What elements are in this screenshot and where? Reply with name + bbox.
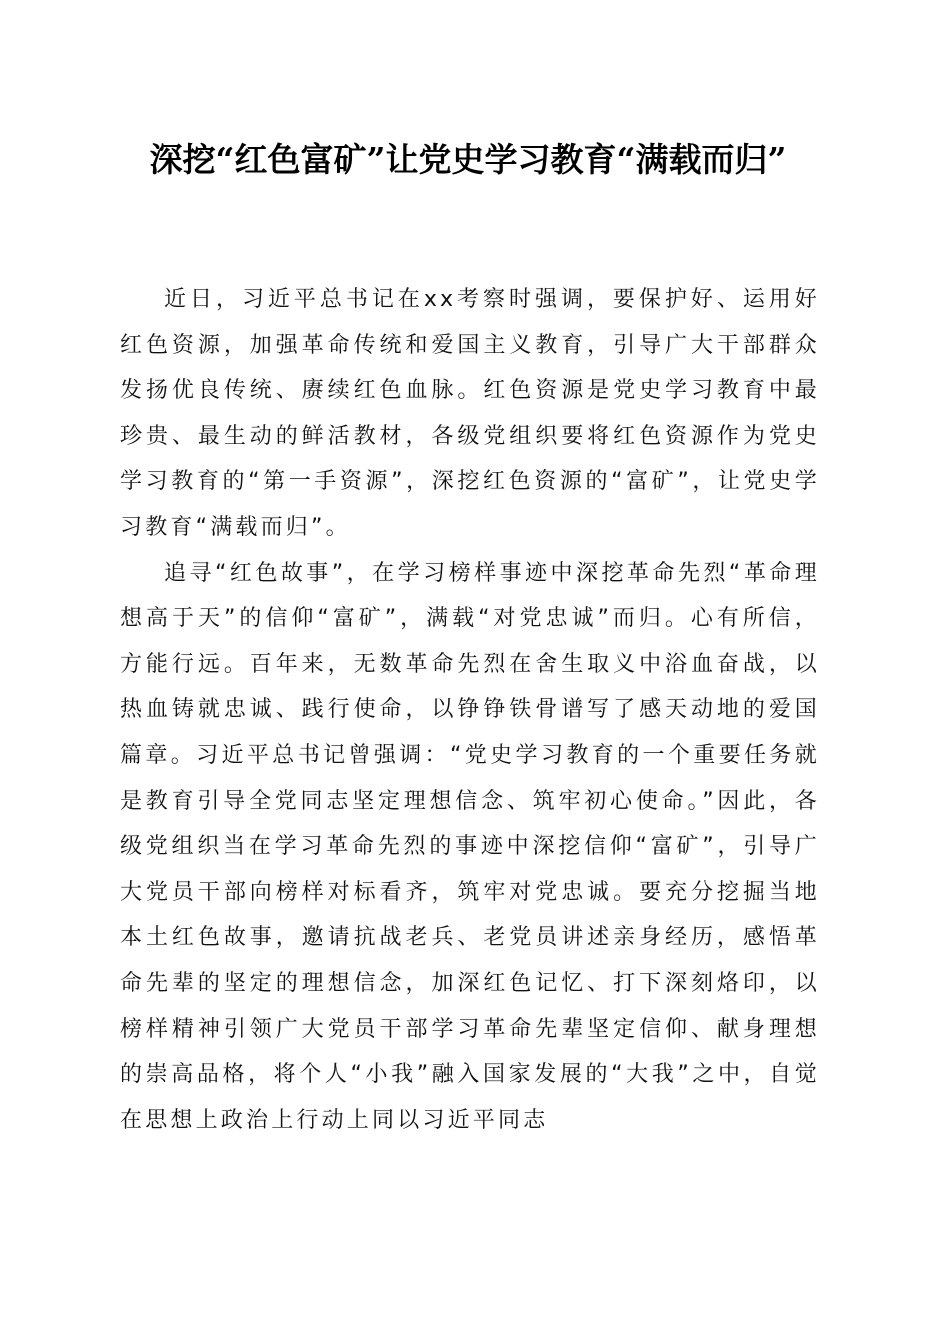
paragraph-intro: 近日，习近平总书记在xx考察时强调，要保护好、运用好红色资源，加强革命传统和爱国主义教育，引导广大干部群众发扬优良传统、赓续红色血脉。红色资源是党史学习教育中最珍贵、最生动的鲜活教材，各级党组织要将红色资源作为党史学习教育的“第一手资源”，深挖红色资源的“富矿”，让党史学习教育“满载而归”。 — [120, 287, 820, 540]
document-title: 深挖“红色富矿”让党史学习教育“满载而归” — [149, 140, 787, 179]
paragraph-red-stories: 追寻“红色故事”，在学习榜样事迹中深挖革命先烈“革命理想高于天”的信仰“富矿”，满载“对党忠诚”而归。心有所信，方能行远。百年来，无数革命先烈在舍生取义中浴血奋战，以热血铸就忠诚、践行使命，以铮铮铁骨谱写了感天动地的爱国篇章。习近平总书记曾强调：“党史学习教育的一个重要任务就是教育引导全党同志坚定理想信念、筑牢初心使命。”因此，各级党组织当在学习革命先烈的事迹中深挖信仰“富矿”，引导广大党员干部向榜样对标看齐，筑牢对党忠诚。要充分挖掘当地本土红色故事，邀请抗战老兵、老党员讲述亲身经历，感悟革命先辈的坚定的理想信念，加深红色记忆、打下深刻烙印，以榜样精神引领广大党员干部学习革命先辈坚定信仰、献身理想的崇高品格，将个人“小我”融入国家发展的“大我”之中，自觉在思想上政治上行动上同以习近平同志 — [120, 560, 820, 1133]
document-body — [120, 277, 820, 1143]
